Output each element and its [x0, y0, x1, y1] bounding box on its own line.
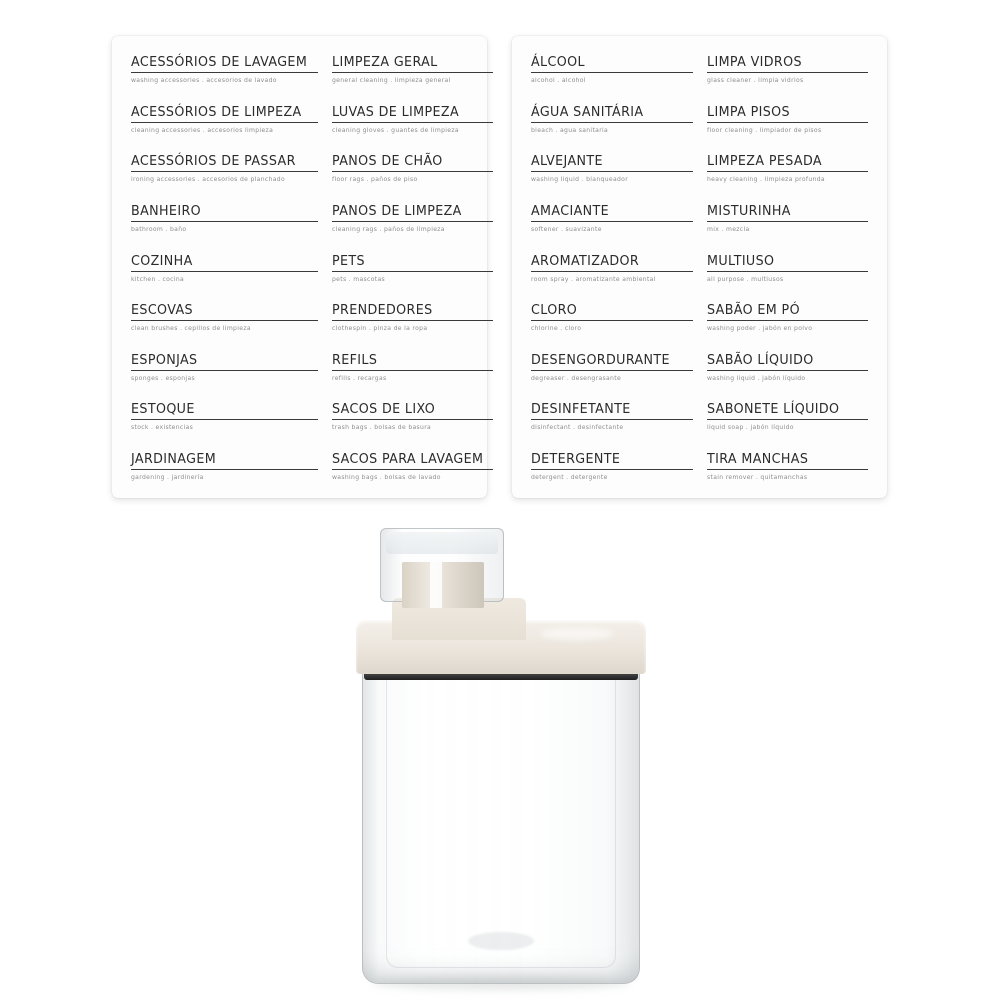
label-rule: [707, 370, 869, 371]
label-subtitle: washing poder . jabón en polvo: [706, 324, 812, 333]
label-item[interactable]: [707, 451, 869, 482]
label-sheet-left[interactable]: [112, 36, 487, 498]
label-title: ACESSÓRIOS DE LAVAGEM: [131, 54, 308, 70]
container-inner-reflection: [386, 668, 616, 968]
label-subtitle: cleaning gloves . guantes de limpieza: [332, 125, 460, 134]
label-subtitle: degreaser . desengrasante: [531, 373, 622, 382]
label-item[interactable]: [707, 401, 869, 432]
label-rule: [332, 122, 493, 123]
label-rule: [131, 271, 318, 272]
label-subtitle: alcohol . alcohol: [531, 76, 586, 84]
label-sheet-right[interactable]: [512, 36, 887, 498]
label-subtitle: room spray . aromatizante ambiental: [531, 274, 656, 283]
label-subtitle: gardening . jardinería: [131, 473, 204, 481]
label-subtitle: heavy cleaning . limpieza profunda: [706, 175, 825, 184]
label-title: ÁGUA SANITÁRIA: [531, 103, 644, 120]
label-subtitle: washing accessories . accesorios de lavado: [131, 76, 277, 84]
label-title: PANOS DE CHÃO: [332, 153, 444, 170]
label-title: ESPONJAS: [131, 351, 198, 368]
label-title: ACESSÓRIOS DE PASSAR: [131, 153, 296, 170]
label-title: SACOS PARA LAVAGEM: [332, 451, 484, 467]
label-rule: [707, 469, 869, 470]
label-title: PANOS DE LIMPEZA: [332, 202, 463, 219]
label-subtitle: liquid soap . jabón líquido: [706, 423, 794, 432]
label-rule: [332, 271, 493, 272]
label-item[interactable]: [131, 253, 318, 284]
label-rule: [131, 320, 318, 321]
label-title: DESENGORDURANTE: [531, 351, 670, 368]
label-subtitle: stock . existencias: [131, 423, 194, 432]
label-item[interactable]: [332, 302, 493, 333]
label-subtitle: ironing accessories . accesorios de planchado: [131, 175, 286, 184]
label-rule: [531, 221, 693, 222]
label-rule: [707, 419, 869, 420]
label-title: SABÃO EM PÓ: [706, 302, 800, 319]
label-subtitle: cleaning accessories . accesorios limpieza: [131, 125, 274, 134]
label-title: BANHEIRO: [131, 202, 202, 219]
label-title: TIRA MANCHAS: [706, 451, 808, 467]
label-title: ESTOQUE: [131, 401, 195, 418]
label-subtitle: floor rags . paños de piso: [332, 175, 418, 184]
label-rule: [131, 419, 318, 420]
label-item[interactable]: [131, 104, 318, 135]
label-title: MISTURINHA: [706, 202, 791, 219]
label-subtitle: sponges . esponjas: [131, 373, 195, 382]
label-subtitle: clothespin . pinza de la ropa: [332, 324, 428, 333]
label-subtitle: mix . mezcla: [706, 224, 750, 233]
label-subtitle: pets . mascotas: [332, 274, 386, 283]
label-item[interactable]: [332, 401, 493, 432]
label-rule: [332, 469, 493, 470]
lid-highlight: [540, 628, 614, 640]
label-sheet-right-column-2: [700, 52, 876, 484]
label-rule: [707, 122, 869, 123]
label-item[interactable]: [707, 253, 869, 284]
label-subtitle: disinfectant . desinfectante: [531, 423, 624, 432]
label-rule: [131, 171, 318, 172]
label-subtitle: detergent . detergente: [531, 473, 608, 481]
label-subtitle: refills . recargas: [332, 373, 387, 382]
label-rule: [531, 419, 693, 420]
label-title: PETS: [332, 252, 366, 269]
label-title: DETERGENTE: [531, 451, 621, 467]
label-title: ACESSÓRIOS DE LIMPEZA: [131, 103, 302, 120]
label-rule: [131, 469, 318, 470]
label-item[interactable]: [332, 104, 493, 135]
label-rule: [707, 221, 869, 222]
label-title: REFILS: [332, 351, 378, 368]
label-item[interactable]: [707, 352, 869, 383]
label-rule: [531, 320, 693, 321]
label-item[interactable]: [131, 302, 318, 333]
label-item[interactable]: [707, 104, 869, 135]
label-item[interactable]: [531, 203, 693, 234]
label-item[interactable]: [131, 203, 318, 234]
label-item[interactable]: [131, 401, 318, 432]
label-title: LIMPA PISOS: [706, 103, 790, 120]
label-sheets-group: [0, 28, 1000, 498]
label-title: PRENDEDORES: [332, 302, 433, 319]
label-title: LUVAS DE LIMPEZA: [332, 103, 460, 120]
label-subtitle: clean brushes . cepillos de limpieza: [131, 324, 251, 333]
label-title: SABÃO LÍQUIDO: [706, 351, 814, 368]
container-bottom-emboss: [468, 932, 534, 950]
label-item[interactable]: [332, 253, 493, 284]
label-subtitle: all purpose . multiusos: [706, 274, 784, 283]
label-rule: [707, 320, 869, 321]
label-item[interactable]: [131, 451, 318, 482]
label-rule: [531, 122, 693, 123]
label-item[interactable]: [332, 352, 493, 383]
label-rule: [131, 122, 318, 123]
label-subtitle: kitchen . cocina: [131, 274, 185, 283]
label-sheet-right-column-1: [524, 52, 700, 484]
spout-inner-gap: [430, 562, 442, 608]
label-rule: [707, 171, 869, 172]
label-subtitle: floor cleaning . limpiador de pisos: [706, 125, 821, 134]
label-item[interactable]: [531, 401, 693, 432]
label-subtitle: chlorine . cloro: [531, 324, 582, 333]
label-rule: [531, 171, 693, 172]
label-rule: [332, 221, 493, 222]
label-rule: [531, 271, 693, 272]
label-rule: [332, 320, 493, 321]
product-photo: [0, 500, 1000, 1000]
label-item[interactable]: [531, 153, 693, 184]
label-item[interactable]: [332, 153, 493, 184]
label-item[interactable]: [531, 253, 693, 284]
label-title: AMACIANTE: [531, 202, 610, 219]
label-subtitle: washing liquid . blanqueador: [531, 175, 629, 184]
label-title: LIMPA VIDROS: [706, 54, 802, 70]
label-rule: [131, 72, 318, 73]
label-rule: [332, 72, 493, 73]
label-title: COZINHA: [131, 252, 193, 269]
label-title: LIMPEZA GERAL: [332, 54, 439, 70]
label-title: JARDINAGEM: [131, 451, 217, 467]
label-item[interactable]: [707, 302, 869, 333]
label-item[interactable]: [332, 451, 493, 482]
label-item[interactable]: [707, 54, 869, 85]
label-rule: [332, 419, 493, 420]
label-subtitle: washing liquid . jabón líquido: [706, 373, 805, 382]
label-item[interactable]: [332, 54, 493, 85]
label-item[interactable]: [531, 54, 693, 85]
label-subtitle: trash bags . bolsas de basura: [332, 423, 432, 432]
label-title: CLORO: [531, 302, 578, 319]
label-subtitle: general cleaning . limpieza general: [332, 76, 452, 84]
label-subtitle: stain remover . quitamanchas: [706, 473, 807, 481]
label-subtitle: washing bags . bolsas de lavado: [332, 473, 442, 481]
label-item[interactable]: [131, 352, 318, 383]
label-title: DESINFETANTE: [531, 401, 631, 418]
label-item[interactable]: [531, 104, 693, 135]
label-rule: [707, 271, 869, 272]
label-rule: [131, 221, 318, 222]
label-item[interactable]: [531, 451, 693, 482]
label-rule: [707, 72, 869, 73]
label-item[interactable]: [707, 153, 869, 184]
spout-inner-funnel: [402, 562, 484, 608]
label-rule: [332, 370, 493, 371]
label-subtitle: glass cleaner . limpia vidrios: [706, 76, 804, 84]
label-title: MULTIUSO: [706, 252, 774, 269]
label-rule: [131, 370, 318, 371]
label-item[interactable]: [531, 352, 693, 383]
label-item[interactable]: [131, 153, 318, 184]
label-item[interactable]: [131, 54, 318, 85]
label-item[interactable]: [531, 302, 693, 333]
label-rule: [531, 370, 693, 371]
spout-clear-top-face: [386, 532, 498, 554]
label-rule: [332, 171, 493, 172]
label-subtitle: cleaning rags . paños de limpieza: [332, 224, 446, 233]
label-title: ÁLCOOL: [531, 54, 585, 70]
label-title: ESCOVAS: [131, 302, 193, 319]
label-item[interactable]: [332, 203, 493, 234]
label-subtitle: bathroom . baño: [131, 224, 187, 233]
label-sheet-left-column-2: [325, 52, 500, 484]
label-rule: [531, 469, 693, 470]
label-subtitle: bleach . agua sanitaria: [531, 125, 609, 134]
label-title: AROMATIZADOR: [531, 252, 640, 269]
label-title: SACOS DE LIXO: [332, 401, 436, 418]
label-title: LIMPEZA PESADA: [706, 153, 822, 170]
label-rule: [531, 72, 693, 73]
label-item[interactable]: [707, 203, 869, 234]
label-subtitle: softener . suavizante: [531, 224, 602, 233]
label-title: SABONETE LÍQUIDO: [706, 401, 839, 418]
label-title: ALVEJANTE: [531, 153, 603, 170]
label-sheet-left-column-1: [124, 52, 325, 484]
